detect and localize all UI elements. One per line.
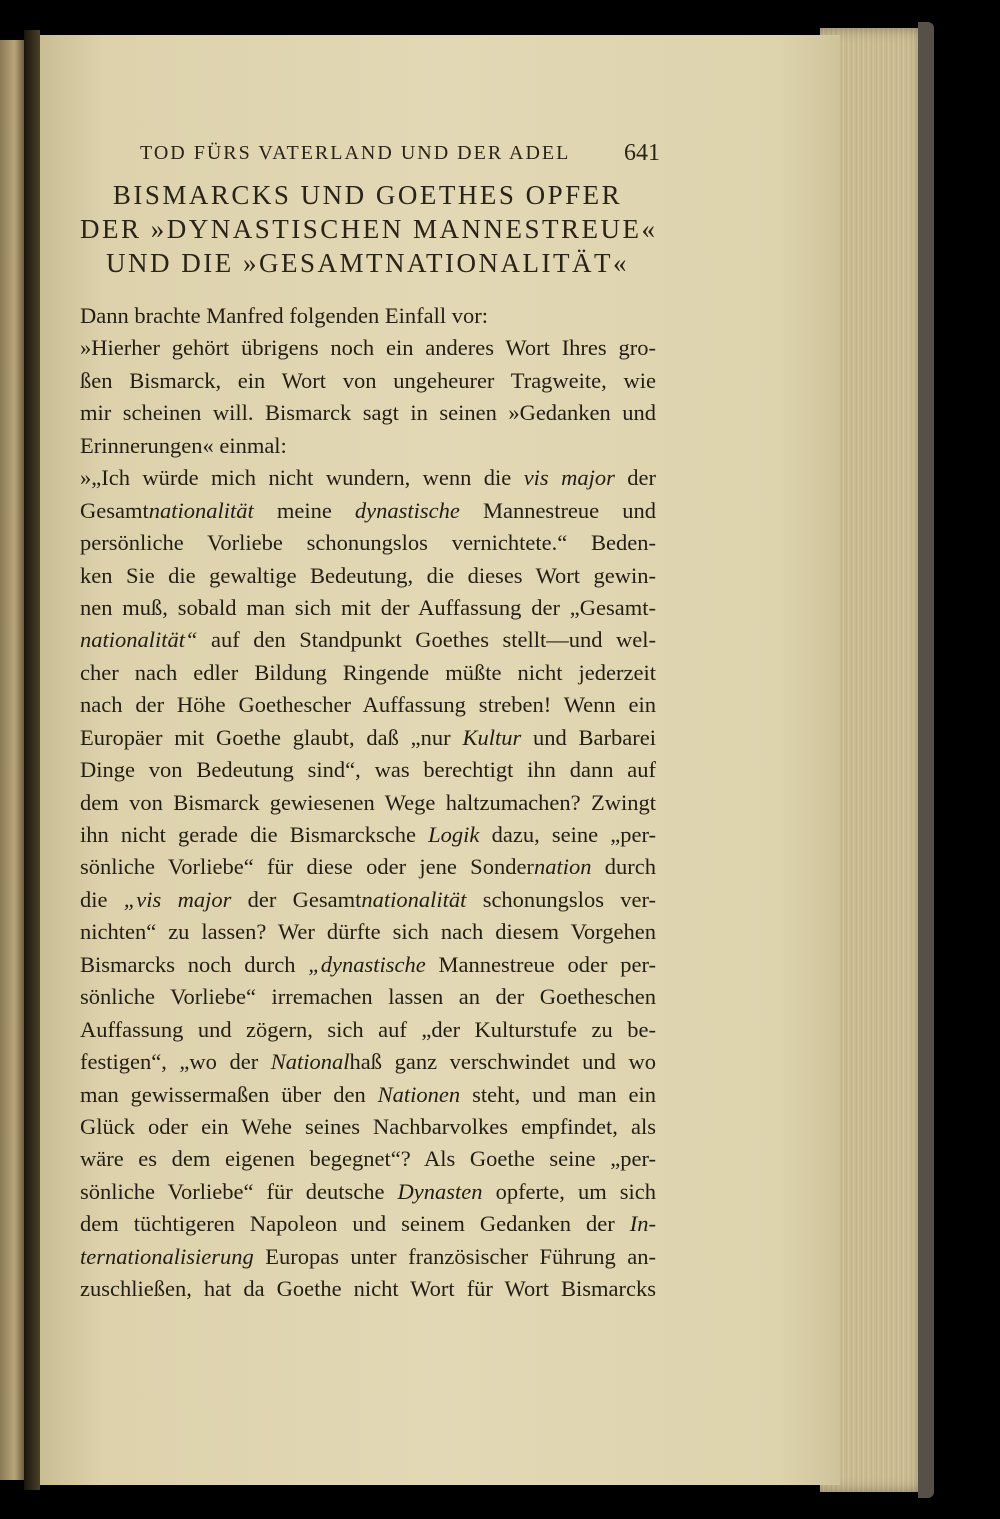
body-line: nationalität“ auf den Standpunkt Goethes stellt—und wel- (80, 627, 656, 653)
body-line: dem tüchtigeren Napoleon und seinem Gedanken der In- (80, 1211, 656, 1237)
body-line: Glück oder ein Wehe seines Nachbarvolkes empfindet, als (80, 1113, 656, 1139)
running-head (100, 140, 660, 172)
running-head-title: TOD FÜRS VATERLAND UND DER ADEL (140, 142, 571, 164)
body-line: ternationalisierung Europas unter französischer Führung an- (80, 1243, 656, 1269)
heading-line: DER »DYNASTISCHEN MANNESTREUE« (80, 214, 658, 244)
body-line: Gesamtnationalität meine dynastische Mannestreue und (80, 497, 656, 523)
body-line: nichten“ zu lassen? Wer dürfte sich nach diesem Vorgehen (80, 919, 656, 945)
body-text (80, 300, 656, 1306)
body-line: nach der Höhe Goethescher Auffassung streben! Wenn ein (80, 692, 656, 718)
body-line: nen muß, sobald man sich mit der Auffassung der „Gesamt- (80, 594, 656, 620)
body-line: persönliche Vorliebe schonungslos vernichtete.“ Beden- (80, 530, 656, 556)
body-line: ihn nicht gerade die Bismarcksche Logik dazu, seine „per- (80, 822, 656, 847)
body-line: Dinge von Bedeutung sind“, was berechtigt ihn dann auf (80, 757, 656, 783)
body-line: Auffassung und zögern, sich auf „der Kulturstufe zu be- (80, 1016, 656, 1042)
chapter-heading (80, 178, 658, 280)
body-line: Dann brachte Manfred folgenden Einfall vor: (80, 303, 488, 328)
body-line: cher nach edler Bildung Ringende müßte nicht jederzeit (80, 659, 656, 685)
body-line: dem von Bismarck gewiesenen Wege haltzumachen? Zwingt (80, 789, 656, 815)
body-line: mir scheinen will. Bismarck sagt in seinen »Gedanken und (80, 400, 656, 426)
page-number: 641 (624, 140, 660, 166)
book-gutter (24, 30, 40, 1490)
body-line: die „vis major der Gesamtnationalität schonungslos ver- (80, 886, 656, 912)
body-line: sönliche Vorliebe“ irremachen lassen an der Goetheschen (80, 984, 656, 1010)
body-line: sönliche Vorliebe“ für diese oder jene Sondernation durch (80, 854, 656, 880)
body-line: festigen“, „wo der Nationalhaß ganz verschwindet und wo (80, 1049, 656, 1075)
body-line: sönliche Vorliebe“ für deutsche Dynasten opferte, um sich (80, 1178, 656, 1204)
body-line: ßen Bismarck, ein Wort von ungeheurer Tragweite, wie (80, 367, 656, 393)
body-line: »„Ich würde mich nicht wundern, wenn die vis major der (80, 465, 656, 491)
body-line: Europäer mit Goethe glaubt, daß „nur Kultur und Barbarei (80, 724, 656, 750)
body-line: zuschließen, hat da Goethe nicht Wort für Wort Bismarcks (80, 1276, 656, 1302)
body-line: Erinnerungen« einmal: (80, 432, 287, 458)
body-line: man gewissermaßen über den Nationen steht, und man ein (80, 1081, 656, 1107)
body-line: ken Sie die gewaltige Bedeutung, die dieses Wort gewin- (80, 562, 656, 588)
heading-line: BISMARCKS UND GOETHES OPFER (112, 180, 623, 210)
body-line: Bismarcks noch durch „dynastische Mannestreue oder per- (80, 951, 656, 977)
left-page-edge (0, 40, 24, 1480)
body-line: »Hierher gehört übrigens noch ein anderes Wort Ihres gro- (80, 335, 656, 361)
heading-line: UND DIE »GESAMTNATIONALITÄT« (106, 248, 629, 278)
body-line: wäre es dem eigenen begegnet“? Als Goethe seine „per- (80, 1146, 656, 1172)
book-cover-edge (918, 22, 934, 1498)
